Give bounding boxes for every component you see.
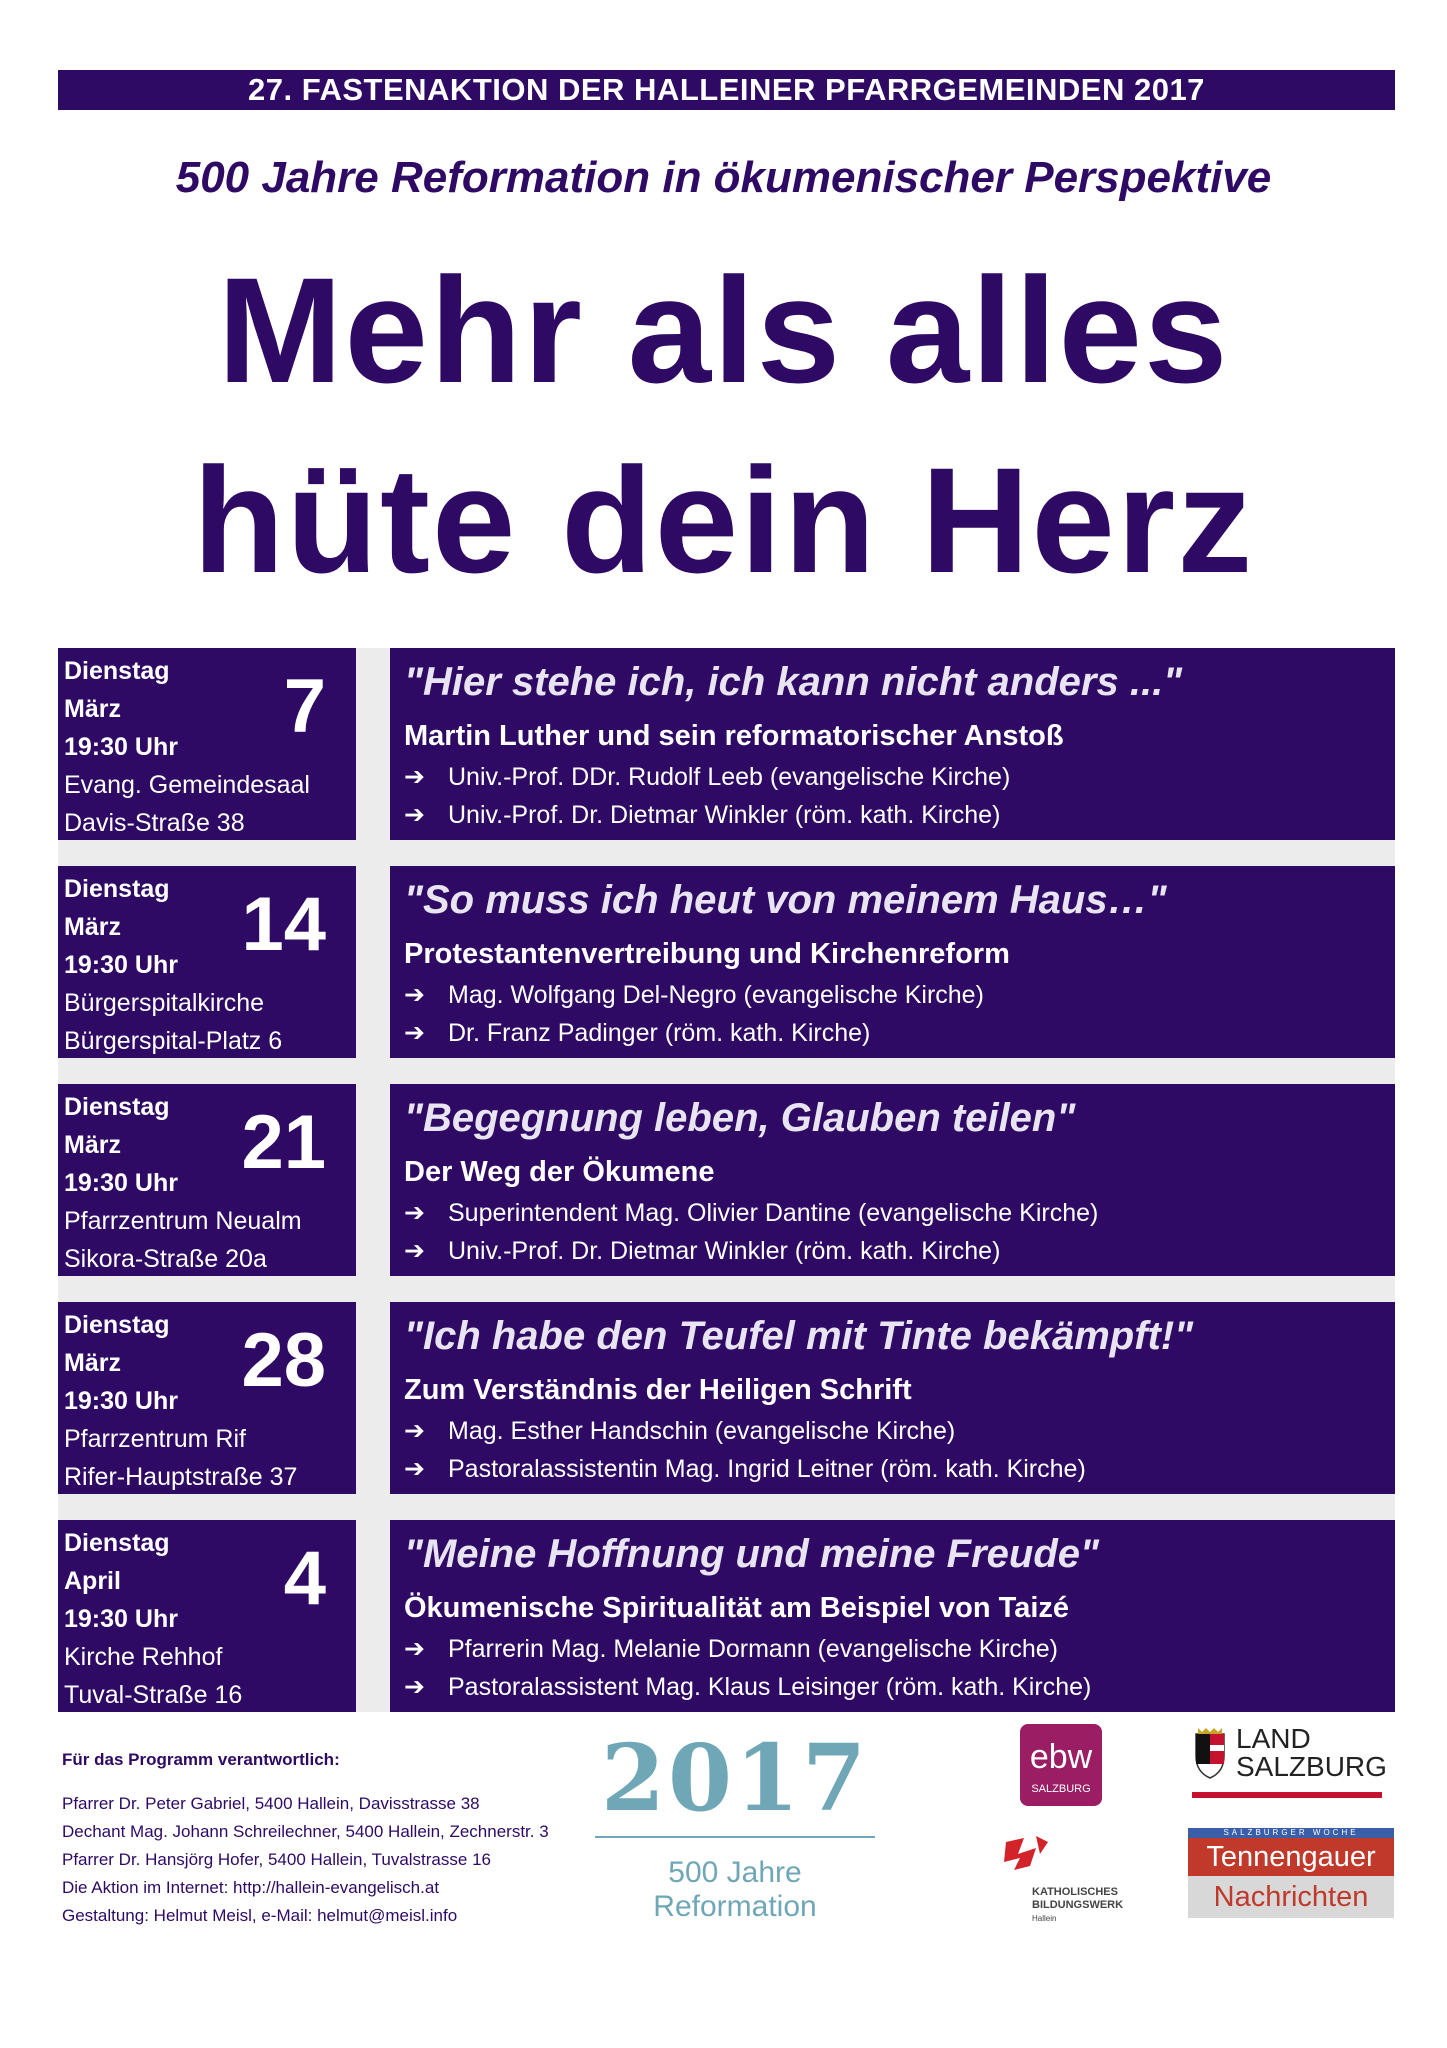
headline-line-2: hüte dein Herz [192,436,1255,604]
event-date-box [58,1084,356,1276]
event-separator [356,648,390,840]
event-divider [58,1058,1395,1084]
event-separator [356,1302,390,1494]
footer-responsible [62,1748,549,1930]
tenn-logo-subtitle: Nachrichten [1188,1876,1394,1918]
tennengauer-nachrichten-logo [1188,1828,1394,1928]
footer-heading: Für das Programm verantwortlich: [62,1750,340,1769]
event-content-box [390,648,1395,840]
event-date-box [58,648,356,840]
event-speaker-name: Dr. Franz Padinger (röm. kath. Kirche) [448,1019,871,1047]
event-weekday: Dienstag [64,657,170,685]
event-venue: Evang. Gemeindesaal [64,771,310,799]
event-quote: "So muss ich heut von meinem Haus…" [404,878,1167,922]
event-divider [58,840,1395,866]
event-month: April [64,1567,121,1595]
event-topic: Zum Verständnis der Heiligen Schrift [404,1374,912,1406]
event-time: 19:30 Uhr [64,951,178,979]
event-address: Davis-Straße 38 [64,809,245,837]
event-quote: "Begegnung leben, Glauben teilen" [404,1096,1076,1140]
event-venue: Bürgerspitalkirche [64,989,265,1017]
kbw-mark-icon [996,1832,1056,1892]
event-month: März [64,1349,121,1377]
kbw-logo-text: KATHOLISCHES BILDUNGSWERK [1032,1886,1124,1911]
event-weekday: Dienstag [64,875,170,903]
footer-line: Die Aktion im Internet: http://hallein-evangelisch.at [62,1878,440,1897]
event-speaker [404,796,1000,834]
arrow-right-icon: ➔ [404,1237,425,1265]
event-date-box [58,1520,356,1712]
ebw-logo-subtext: SALZBURG [1031,1783,1091,1795]
event-speaker-name: Univ.-Prof. Dr. Dietmar Winkler (röm. kath. Kirche) [448,1237,1001,1265]
arrow-right-icon: ➔ [404,981,425,1009]
arrow-right-icon: ➔ [404,1417,425,1445]
ebw-logo [1020,1724,1102,1806]
event-speaker-name: Pastoralassistent Mag. Klaus Leisinger (röm. kath. Kirche) [448,1673,1092,1701]
event-date-box [58,1302,356,1494]
event-time: 19:30 Uhr [64,1605,178,1633]
event-weekday: Dienstag [64,1529,170,1557]
event-time: 19:30 Uhr [64,733,178,761]
land-salzburg-logo [1192,1724,1402,1804]
event-content-box [390,1084,1395,1276]
kbw-logo-location: Hallein [1032,1914,1057,1923]
event-speaker [404,758,1010,796]
arrow-right-icon: ➔ [404,1673,425,1701]
tenn-logo-topline: SALZBURGER WOCHE [1188,1828,1394,1838]
reformation-year: 2017 [600,1724,870,1832]
subtitle: 500 Jahre Reformation in ökumenischer Perspektive [175,153,1272,202]
land-logo-bar [1192,1792,1382,1798]
reformation-line-1: 500 Jahre [668,1856,802,1889]
event-speaker-name: Superintendent Mag. Olivier Dantine (evangelische Kirche) [448,1199,1099,1227]
event-card [58,866,1395,1058]
event-quote: "Ich habe den Teufel mit Tinte bekämpft!" [404,1314,1194,1358]
footer-line: Gestaltung: Helmut Meisl, e-Mail: helmut@meisl.info [62,1906,458,1925]
event-weekday: Dienstag [64,1093,170,1121]
event-venue: Kirche Rehhof [64,1643,223,1671]
coat-of-arms-icon [1192,1728,1228,1780]
event-content-box [390,866,1395,1058]
footer-line: Pfarrer Dr. Hansjörg Hofer, 5400 Hallein, Tuvalstrasse 16 [62,1850,491,1869]
event-content-box [390,1302,1395,1494]
event-speaker [404,1194,1098,1232]
event-time: 19:30 Uhr [64,1387,178,1415]
event-card [58,1302,1395,1494]
event-quote: "Hier stehe ich, ich kann nicht anders ..." [404,660,1183,704]
event-speaker-name: Pastoralassistentin Mag. Ingrid Leitner (röm. kath. Kirche) [448,1455,1086,1483]
footer-line: Pfarrer Dr. Peter Gabriel, 5400 Hallein, Davisstrasse 38 [62,1794,480,1813]
arrow-right-icon: ➔ [404,1019,425,1047]
event-speaker-name: Mag. Esther Handschin (evangelische Kirche) [448,1417,956,1445]
reformation-logo-rule [595,1836,875,1838]
event-topic: Protestantenvertreibung und Kirchenreform [404,938,1010,970]
event-topic: Martin Luther und sein reformatorischer Anstoß [404,720,1064,752]
ebw-logo-text: ebw [1029,1738,1093,1776]
event-speaker [404,1232,1000,1270]
event-month: März [64,913,121,941]
top-banner: 27. FASTENAKTION DER HALLEINER PFARRGEMEINDEN 2017 [58,70,1395,110]
event-speaker-name: Univ.-Prof. Dr. Dietmar Winkler (röm. kath. Kirche) [448,801,1001,829]
event-card [58,1520,1395,1712]
event-card [58,648,1395,840]
arrow-right-icon: ➔ [404,801,425,829]
event-speaker [404,1412,955,1450]
event-venue: Pfarrzentrum Rif [64,1425,246,1453]
arrow-right-icon: ➔ [404,1199,425,1227]
event-speaker [404,1630,1058,1668]
reformation-logo [590,1724,880,1924]
event-separator [356,1084,390,1276]
event-quote: "Meine Hoffnung und meine Freude" [404,1532,1099,1576]
event-address: Tuval-Straße 16 [64,1681,243,1709]
event-date-box [58,866,356,1058]
event-day-number: 4 [283,1536,326,1621]
event-speaker [404,1450,1086,1488]
reformation-line-2: Reformation [653,1890,817,1923]
event-time: 19:30 Uhr [64,1169,178,1197]
event-topic: Ökumenische Spiritualität am Beispiel von Taizé [404,1592,1070,1624]
event-divider [58,1276,1395,1302]
arrow-right-icon: ➔ [404,763,425,791]
event-month: März [64,695,121,723]
event-weekday: Dienstag [64,1311,170,1339]
event-address: Rifer-Hauptstraße 37 [64,1463,298,1491]
event-speaker [404,1668,1091,1706]
event-card [58,1084,1395,1276]
event-day-number: 7 [283,664,326,749]
land-logo-line-2: SALZBURG [1236,1751,1387,1782]
event-day-number: 21 [241,1100,326,1185]
event-content-box [390,1520,1395,1712]
event-divider [58,1494,1395,1520]
footer-line: Dechant Mag. Johann Schreilechner, 5400 Hallein, Zechnerstr. 3 [62,1822,549,1841]
arrow-right-icon: ➔ [404,1635,425,1663]
event-speaker [404,976,984,1014]
headline-line-1: Mehr als alles [217,246,1230,414]
event-speaker [404,1014,870,1052]
land-logo-line-1: LAND [1236,1723,1311,1754]
event-separator [356,866,390,1058]
event-speaker-name: Pfarrerin Mag. Melanie Dormann (evangelische Kirche) [448,1635,1058,1663]
event-day-number: 14 [241,882,326,967]
arrow-right-icon: ➔ [404,1455,425,1483]
katholisches-bildungswerk-logo [996,1832,1126,1932]
event-speaker-name: Mag. Wolfgang Del-Negro (evangelische Kirche) [448,981,984,1009]
event-address: Sikora-Straße 20a [64,1245,267,1273]
event-separator [356,1520,390,1712]
event-topic: Der Weg der Ökumene [404,1156,715,1188]
tenn-logo-title: Tennengauer [1188,1838,1394,1876]
event-venue: Pfarrzentrum Neualm [64,1207,302,1235]
event-day-number: 28 [241,1318,326,1403]
event-month: März [64,1131,121,1159]
event-speaker-name: Univ.-Prof. DDr. Rudolf Leeb (evangelische Kirche) [448,763,1011,791]
event-address: Bürgerspital-Platz 6 [64,1027,283,1055]
